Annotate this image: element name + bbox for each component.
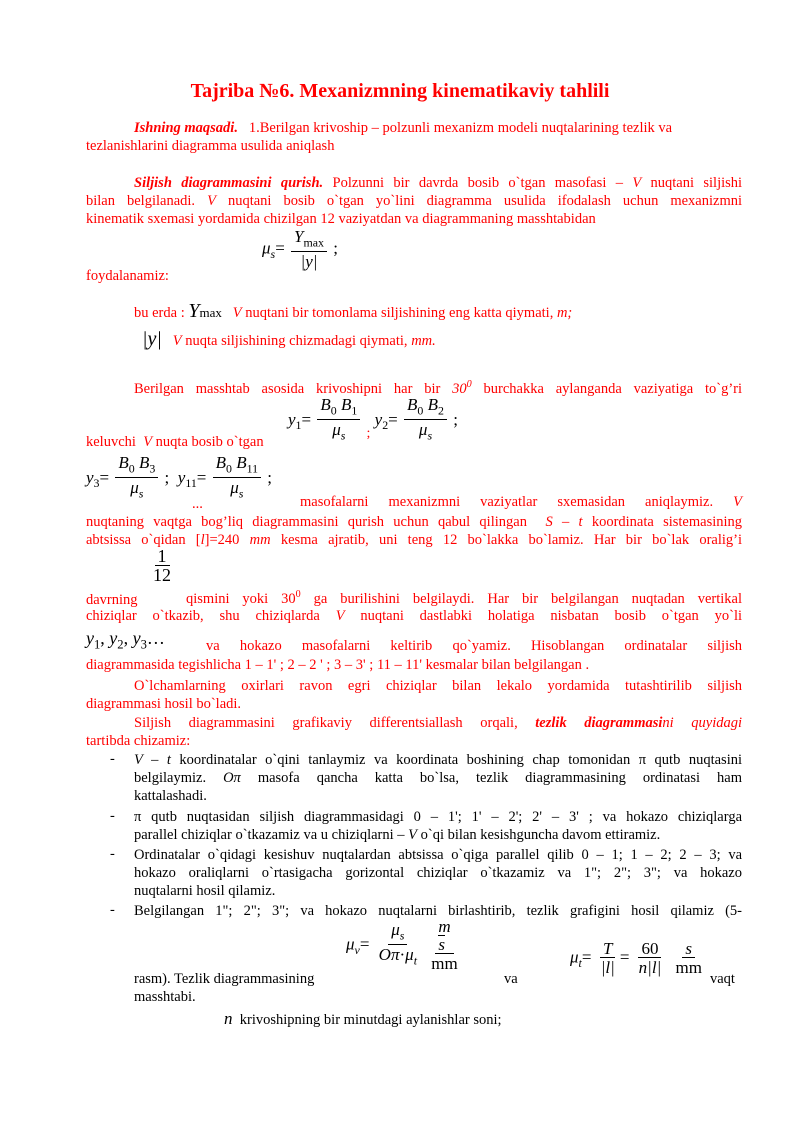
sec1-line-2: bilan belgilanadi. V nuqtani bosib o`tgan yo`lini diagramma usulida ifodalash uchun mexanizmni bbox=[86, 193, 743, 209]
aim-line-2: tezlanishlarini diagramma usulida aniqlash bbox=[86, 138, 335, 154]
sec1-line-4: foydalanamiz: bbox=[86, 268, 169, 284]
bullet-3-dash: - bbox=[110, 846, 115, 862]
p3-line-6-start: davrning bbox=[86, 592, 138, 608]
ellipsis: ... bbox=[192, 496, 203, 512]
bullet-4-line-2-end: vaqt bbox=[710, 971, 735, 987]
bullet-1-dash: - bbox=[110, 751, 115, 767]
formula-mu-v: $\mu_v=$ $\frac{\mu_s}{O\pi\cdot\mu_t}$ m s mm bbox=[346, 917, 458, 973]
p4-line-1: O`lchamlarning oxirlari ravon egri chiziqlar bilan lekalo yordamida tutashtirilib siljish bbox=[134, 678, 742, 694]
sec1-line-1: Siljish diagrammasini qurish. Polzunni bir davrda bosib o`tgan masofasi – V nuqtani siljishi bbox=[134, 175, 743, 191]
p5-line-1: Siljish diagrammasini grafikaviy differentsiallash orqali, tezlik diagrammasini quyidagi bbox=[134, 715, 743, 731]
p3-line-7: chiziqlar o`tkazib, shu chiziqlarda V nuqtani dastlabki holatiga nisbatan bosib o`tgan yo`li bbox=[86, 608, 743, 624]
formula-one-twelfth: $\frac{1}{12}$ bbox=[153, 546, 171, 585]
p3-line-3: masofalarni mexanizmni vaziyatlar sxemasidan aniqlaymiz. V bbox=[300, 494, 742, 510]
formula-mu-s: $\mu_s=$ $\frac{Y_{max}}{|y|}$ ; bbox=[262, 227, 338, 272]
bullet-2-dash: - bbox=[110, 808, 115, 824]
p3-line-4: nuqtaning vaqtga bog’liq diagrammasini qurish uchun qabul qilingan S – t koordinata sistemasining bbox=[86, 514, 743, 530]
p3-line-6: qismini yoki $30^0$ ga burilishini belgilaydi. Har bir belgilangan nuqtadan vertikal bbox=[186, 589, 742, 607]
formula-y-sequence: $y_1$, $y_2$, $y_3\dots$ bbox=[86, 628, 165, 652]
formula-y1-y2: $y_1=$ $\frac{B_0 B_1}{\mu_s}$ $_;$ $y_2=$ $\frac{B_0 B_2}{\mu_s}$ ; bbox=[288, 395, 458, 443]
p5-line-2: tartibda chizamiz: bbox=[86, 733, 191, 749]
y-definition: |y| V nuqta siljishining chizmadagi qiymati, mm. bbox=[142, 328, 436, 350]
ymax-definition: bu erda : Ymax V nuqtani bir tomonlama siljishining eng katta qiymati, m; bbox=[134, 300, 573, 322]
bullet-2: π qutb nuqtasidan siljish diagrammasidagi 0 – 1'; 1' – 2'; 2' – 3' ; va hokazo chiziqlarga parallel chiziqlar o`tkazamiz va u chiziqlarni – V o`qi bilan kesishguncha davom ettiramiz. bbox=[134, 809, 742, 843]
aim-line-1: Ishning maqsadi. 1.Berilgan krivoship – polzunli mexanizm modeli nuqtalarining tezlik va bbox=[134, 120, 673, 136]
p3-line-1: Berilgan masshtab asosida krivoshipni har bir $30^0$ burchakka aylanganda vaziyatiga to`g’ri bbox=[134, 379, 743, 397]
bullet-4-line-3: masshtabi. bbox=[134, 989, 196, 1005]
sec1-line-3: kinematik sxemasi yordamida chizilgan 12 vaziyatdan va diagrammaning masshtabidan bbox=[86, 211, 596, 227]
page-title: Tajriba №6. Mexanizmning kinematikaviy tahlili bbox=[190, 80, 610, 102]
p3-line-5: abtsissa o`qidan [l]=240 mm kesma ajratib, uni teng 12 bo`lakka bo`lamiz. Har bir bo`lak oralig’i bbox=[86, 532, 743, 548]
p3-line-2: keluvchi V nuqta bosib o`tgan bbox=[86, 434, 264, 450]
bullet-1: V – t koordinatalar o`qini tanlaymiz va koordinata boshining chap tomonidan π qutb nuqtasini belgilaymiz. Oπ masofa qancha katta bo`lsa, tezlik diagrammasining ordinatasi ham kattalashadi. bbox=[134, 752, 742, 804]
bullet-4-dash: - bbox=[110, 902, 115, 918]
bullet-4-line-2-va: va bbox=[504, 971, 518, 987]
formula-mu-t: $\mu_t=$ $\frac{T}{|l|}$ = $\frac{60}{n|l|}$ $\frac{s}{mm}$ bbox=[570, 939, 702, 977]
bullet-4-line-1: Belgilangan 1"; 2"; 3"; va hokazo nuqtalarni birlashtirib, tezlik grafigini hosil qilamiz (5- bbox=[134, 903, 742, 919]
formula-y3-y11: $y_3=$ $\frac{B_0 B_3}{\mu_s}$ ; $y_{11}=$ $\frac{B_0 B_{11}}{\mu_s}$ ; bbox=[86, 453, 273, 501]
p3-line-9: diagrammasida tegishlicha 1 – 1' ; 2 – 2 ' ; 3 – 3' ; 11 – 11' kesmalar bilan belgilangan . bbox=[86, 657, 590, 673]
bullet-4-line-2-start: rasm). Tezlik diagrammasining bbox=[134, 971, 315, 987]
p3-line-8: va hokazo masofalarni keltirib qo`yamiz. Hisoblangan ordinatalar siljish bbox=[206, 638, 742, 654]
n-definition: n krivoshipning bir minutdagi aylanishlar soni; bbox=[224, 1009, 502, 1028]
p4-line-2: diagrammasi hosil bo`ladi. bbox=[86, 696, 242, 712]
bullet-3: Ordinatalar o`qidagi kesishuv nuqtalardan abtsissa o`qiga parallel qilib 0 – 1; 1 – 2; 2 – 3; va hokazo oraliqlarni o`rtasigacha gorizontal chiziqlar o`tkazamiz va 1"; 2"; 3"; va hokazo nuqtalarni hosil qilamiz. bbox=[134, 847, 742, 899]
